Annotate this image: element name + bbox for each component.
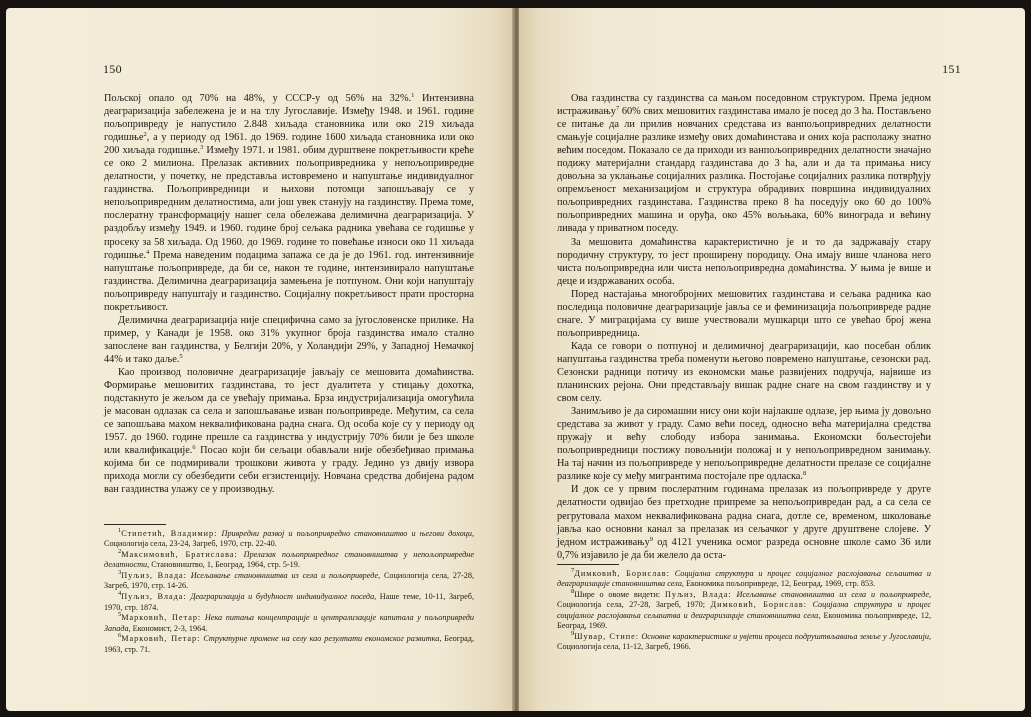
footnote: $^5$Марковић, Петар: Нека питања концентрације и централизације капитала у пољопривреди Запада, Економист, 2-3, 1964. xyxy=(104,611,474,633)
paragraph: Пољској опало од 70% на 48%, у СССР-у од 56% на 32%.$^1$ Интензивна деаграризација забележена је и на тлу Југославије. Између 1948. и 1961. године пољопривреду је напустило 2.848 хиљада становника или око 219 хиљада годишње$^2$, а у периоду од 1961. до 1969. године 1600 хиљада становника или око 200 хиљада годишње.$^3$ Између 1971. и 1981. обим дурштвене покретљивости креће се око 2 милиона. Прелазак активних пољопривредника у непољопривредне делатности, у почетку, не представља истовремено и напуштање индивидуалног газдинства. Пољопривредници и њихови потомци запошљавају се у непољопривредним делатностима, али још увек станују на газдинству. Према томе, послератну трансформацију нашег села обележава делимична деаграризација. У раздобљу између 1949. и 1960. године број сељака радника увећава се годишње у просеку за 58 хиљада. Од 1960. до 1969. године то повећање износи око 11 хиљада годишње.$^4$ Према наведеним подацима запажа се да је до 1961. год. интензивније напуштање пољопривреде, да би се, након те године, интензивирало напуштање газдинства. Делимична деаграризација замењена је потпуном. Они који напуштају пољопривреду напуштају и газдинство. Социјалну покретљивост прати просторна покретљивост. xyxy=(104,92,474,313)
footnote: $^4$Пуљиз, Влада: Деаграризација и будућност индивидуалног поседа, Наше теме, 10-11, Загреб, 1970, стр. 1874. xyxy=(104,590,474,612)
paragraph: За мешовита домаћинства карактеристично је и то да задржавају стару породичну структуру, то јест проширену породицу. Она имају више чланова него чиста пољопривредна или чиста непољопривредна домаћинства. У њима је више и деце и издржаваних особа. xyxy=(557,236,931,287)
page-number-right: 151 xyxy=(942,62,961,76)
footnote: $^9$Шувар, Стипе: Основне карактеристике и увјети процеса подруштвљавања земље у Југославији, Социологија села, 11-12, Загреб, 1966. xyxy=(557,629,931,652)
footnote: $^2$Максимовић, Братислава: Прелазак пољопривредног становништва у непољопривредне делатности, Становништво, 1, Београд, 1964, стр. 5-19. xyxy=(104,548,474,570)
footnote: $^3$Пуљиз, Влада: Исељавање становништва из села и пољопривреде, Социологија села, 27-28, Загреб, 1970, стр. 14-26. xyxy=(104,569,474,591)
footnotes-right xyxy=(557,569,931,653)
right-page xyxy=(519,8,1025,711)
footnote: $^8$Шире о овоме видети: Пуљиз, Влада: Исељавање становништва из села и пољопривреде, Социологија села, 27-28, Загреб, 1970; Димковић, Борислав: Социјална структура и процес социјалног раслојавања сељаштва и деаграризације становништва села, Економика пољопривреде, 12, Београд, 1969. xyxy=(557,588,931,630)
paragraph: Ова газдинства су газдинства са мањом поседовном структуром. Према једном истраживању$^7$ 60% свих мешовитих газдинстава имало је посед до 3 ha. Постављено се питање да ли прилив новчаних средстава из ванпољопривредних делатности смањује социјалне разлике између ових домаћинстава и оних која располажу знатно већим поседом. Показало се да приходи из ванпољопривредних делатности значајно подижу материјални стандард газдинстава до 3 ha, али и да та примања нису довољна за уклањање социјалних разлика. Постојање социјалних разлика потврђују опремљеност механизацијом и структура обрадивих површина индивидуалних пољопривредних газдинстава. Газдинства преко 8 ha поседују око 60 до 100% пољопривредних машина и оруђа, око 45% вољњака, 60% винограда и већину ливада у приватном поседу. xyxy=(557,93,931,235)
paragraph: И док се у првим послератним годинама прелазак из пољопривреде у друге делатности одвијао без претходне припреме за непољопривредан рад, а са села се регрутовала махом неквалификована радна снага, дотле се, временом, школовање јавља као основни канал за прелазак из сељачког у друге друштвене слојеве. У једном истраживању$^9$ од 4121 ученика осмог разреда основне школе само 36 или 0,7% изјавило је да би желело да оста- xyxy=(557,484,931,561)
right-page-body xyxy=(557,92,931,562)
footnote: $^6$Марковић, Петар: Структурне промене на селу као резултати економског развитка, Београд, 1963, стр. 71. xyxy=(104,632,475,654)
footnotes-left xyxy=(104,529,474,656)
paragraph: Поред настајања многобројних мешовитих газдинстава и сељака радника као последица половичне деаграризације јавља се и феминизација пољопривреде радне снаге. У миграцијама су више учествовали мушкарци што се увећао број жена пољопривредница. xyxy=(557,288,931,339)
footnote-rule xyxy=(104,524,166,525)
paragraph: Када се говори о потпуној и делимичној деаграризацији, као посебан облик напуштања газдинства треба поменути његово повремено напуштање, сезонски рад. Сезонски радници потичу из економски мање развијених подручја, највише из планинских рејона. Они представљају вишак радне снаге на свом газдинству и у свом селу. xyxy=(557,340,931,405)
footnote: $^7$Димковић, Борислав: Социјална структура и процес социјалног раслојавања сељаштва и деаграризације становништва села, Економика пољопривреде, 12, Београд, 1969, стр. 853. xyxy=(557,567,931,589)
paragraph: Као производ половичне деаграризације јављају се мешовита домаћинства. Формирање мешовитих газдинстава, то јест дуалитета у стицању дохотка, подстакнуто је жељом да се увећају примања. Брза индустријализација омогућила је масован одлазак са села и запошљавање изван пољопривреде. Међутим, са села се запошљава махом неквалификована радна снага. Од особа које су у периоду од 1957. до 1960. године прешле са газдинства у индустрију 70% били је без школе или квалификације.$^6$ Посао који би сељаци обављали није обезбеђивао примања којима би се подмиривали трошкови живота у граду. Једино уз двију извора прихода могли су обезбедити себи егзистенцију. Новчана средства добијена радом ван газдинства улажу се у производњу. xyxy=(104,366,474,496)
paragraph: Занимљиво је да сиромашни нису они који најлакше одлазе, јер њима ју довољно средстава за живот у граду. Само већи посед, односно већа материјална средства пружају и већу слободу избора занимања. Економски бољестојећи пољопривредници постижу повољнији положај и у непољопривредном занимању. На тај начин из пољопривреде у непољопривредне делатности прелазе се социјалне разлике које су међу мигрантима постојале пре одласка.$^8$ xyxy=(557,406,931,483)
left-page xyxy=(6,8,514,711)
left-page-body xyxy=(104,92,474,496)
footnote-rule xyxy=(557,564,619,565)
footnote: $^1$Стипетић, Владимир: Привредни развој и пољопривредно становништво и његови дохоци, Социологија села, 23-24, Загреб, 1970, стр. 22-40. xyxy=(104,527,474,549)
paragraph: Делимична деаграризација није специфична само за југословенске прилике. На пример, у Канади је 1958. око 31% укупног броја газдинства имало стално запослене ван газдинства, у Белгији 20%, у Холандији 29%, у Западној Немачкој 44% и тако даље.$^5$ xyxy=(104,314,474,365)
page-number-left: 150 xyxy=(103,62,122,76)
